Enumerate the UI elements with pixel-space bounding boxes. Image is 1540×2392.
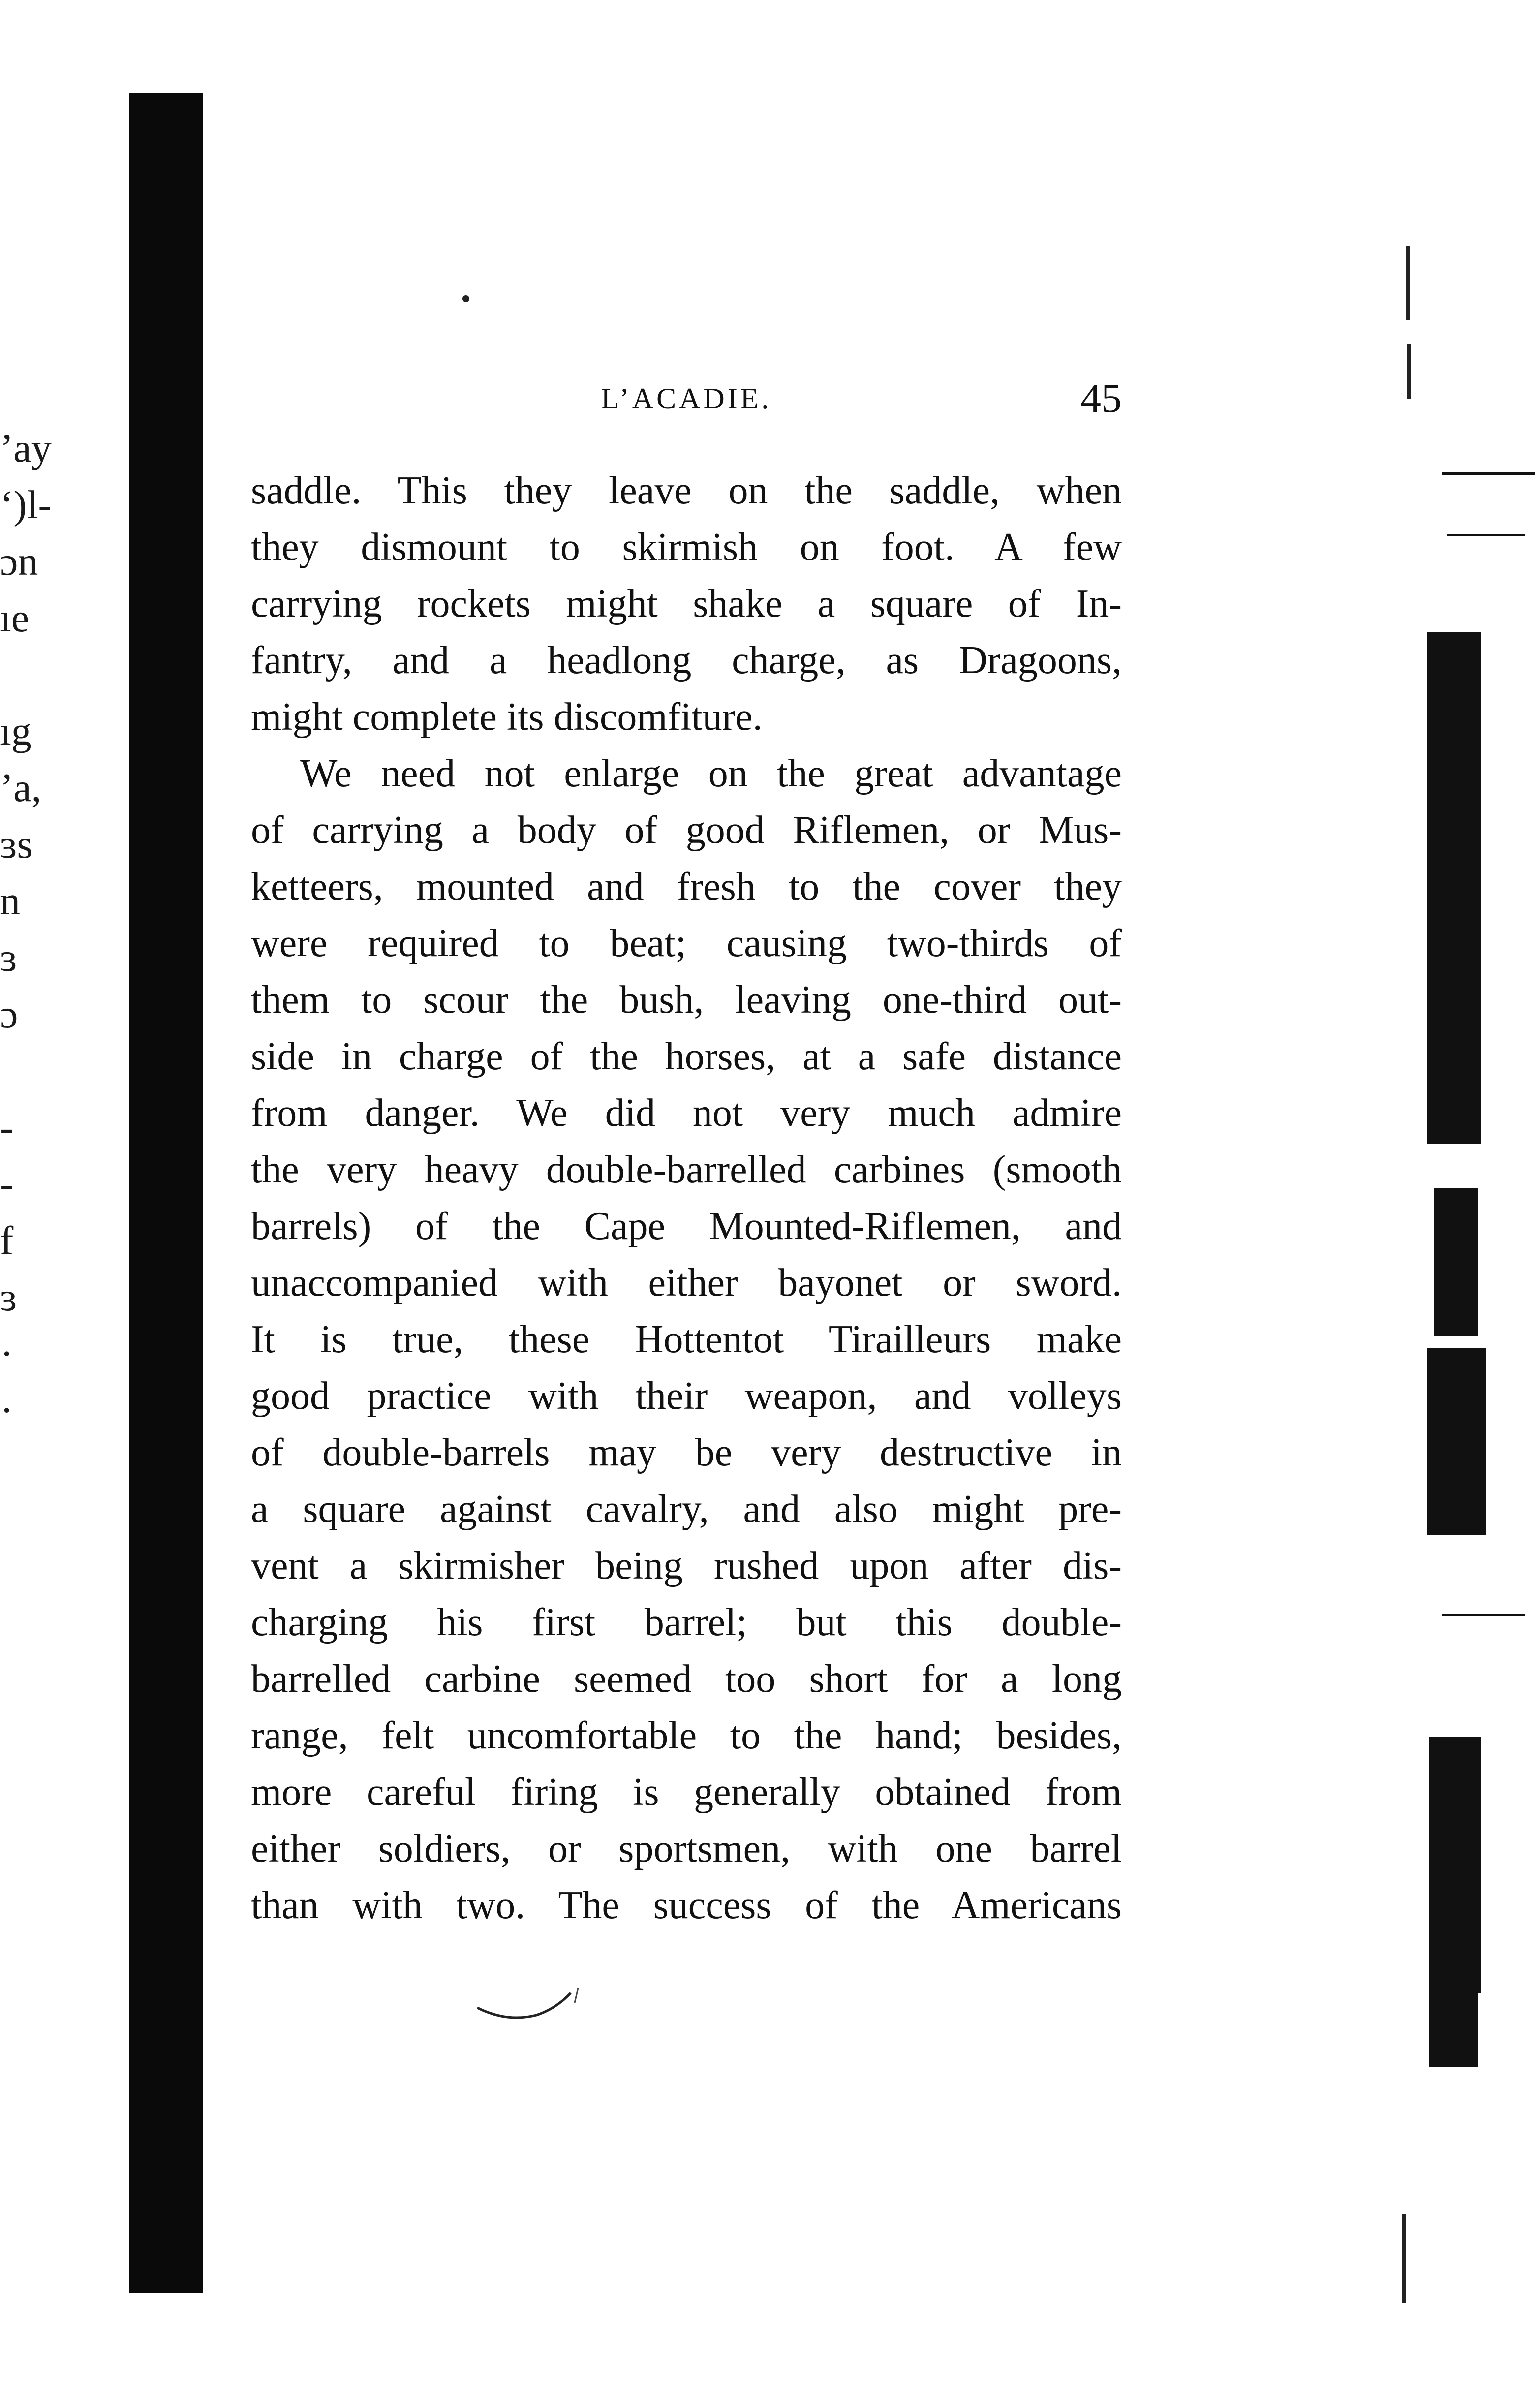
text-line: saddle. This they leave on the saddle, when <box>251 469 1122 512</box>
scan-dark-patch <box>1434 1188 1478 1336</box>
text-line: a square against cavalry, and also might pre- <box>251 1488 1122 1531</box>
prev-page-fragment: - <box>0 1105 14 1149</box>
scan-dark-patch <box>1429 1983 1478 2067</box>
scan-mark <box>1407 344 1411 399</box>
text-line: unaccompanied with either bayonet or sword. <box>251 1261 1122 1305</box>
prev-page-fragment: · <box>0 1388 14 1432</box>
scan-rule <box>1447 534 1525 536</box>
text-line: barrelled carbine seemed too short for a long <box>251 1657 1122 1701</box>
text-line: they dismount to skirmish on foot. A few <box>251 526 1122 569</box>
body-text <box>251 463 1122 1934</box>
right-edge-scan-noise <box>1383 0 1540 2392</box>
page-number: 45 <box>1080 375 1122 421</box>
scan-dark-patch <box>1427 632 1481 1144</box>
text-line: vent a skirmisher being rushed upon after dis- <box>251 1544 1122 1587</box>
text-line: either soldiers, or sportsmen, with one barrel <box>251 1827 1122 1870</box>
prev-page-fragment: ɜ <box>0 1274 17 1319</box>
prev-page-fragment: ıe <box>0 595 30 640</box>
prev-page-fragment: f <box>0 1218 14 1263</box>
prev-page-fragment: n <box>0 878 20 923</box>
text-line: It is true, these Hottentot Tirailleurs make <box>251 1318 1122 1361</box>
prev-page-fragment: ɔn <box>0 539 38 584</box>
stray-ink-mark <box>472 1978 600 2037</box>
text-line: more careful firing is generally obtained from <box>251 1771 1122 1814</box>
text-line: them to scour the bush, leaving one-third out- <box>251 978 1122 1022</box>
text-line: were required to beat; causing two-thirds of <box>251 922 1122 965</box>
previous-page-edge <box>0 0 98 2392</box>
text-line: the very heavy double-barrelled carbines (smooth <box>251 1148 1122 1191</box>
prev-page-fragment: ɜ <box>0 935 17 980</box>
text-line: charging his first barrel; but this double- <box>251 1601 1122 1644</box>
prev-page-fragment: ‘)l- <box>0 482 52 527</box>
running-header <box>251 374 1122 428</box>
text-line: range, felt uncomfortable to the hand; besides, <box>251 1714 1122 1757</box>
text-line: from danger. We did not very much admire <box>251 1091 1122 1135</box>
prev-page-fragment: ɜs <box>0 822 33 867</box>
text-line: fantry, and a headlong charge, as Dragoons, <box>251 639 1122 682</box>
text-line: good practice with their weapon, and volleys <box>251 1374 1122 1418</box>
text-line: carrying rockets might shake a square of In- <box>251 582 1122 625</box>
text-line: than with two. The success of the Americans <box>251 1884 1122 1927</box>
scan-rule <box>1442 1614 1525 1616</box>
text-line: of carrying a body of good Riflemen, or Mus- <box>251 808 1122 852</box>
scan-rule <box>1442 472 1535 475</box>
running-title: L’ACADIE. <box>601 382 772 415</box>
prev-page-fragment: ’a, <box>0 765 42 810</box>
text-line: We need not enlarge on the great advantage <box>300 752 1122 795</box>
text-line: might complete its discomfiture. <box>251 695 763 739</box>
text-line: side in charge of the horses, at a safe distance <box>251 1035 1122 1078</box>
text-line: of double-barrels may be very destructive in <box>251 1431 1122 1474</box>
text-line: ketteers, mounted and fresh to the cover they <box>251 865 1122 908</box>
scan-mark <box>1406 246 1410 320</box>
binding-gutter-shadow <box>129 93 203 2293</box>
prev-page-fragment: - <box>0 1161 14 1206</box>
scan-dark-patch <box>1429 1737 1481 1993</box>
print-speck <box>462 295 469 302</box>
prev-page-fragment: ıg <box>0 709 31 753</box>
prev-page-fragment: ɔ <box>0 992 18 1036</box>
prev-page-fragment: ’ay <box>0 426 52 470</box>
scan-dark-patch <box>1427 1348 1486 1535</box>
scan-mark <box>1402 2214 1406 2303</box>
prev-page-fragment: · <box>0 1331 14 1376</box>
text-line: barrels) of the Cape Mounted-Riflemen, and <box>251 1205 1122 1248</box>
